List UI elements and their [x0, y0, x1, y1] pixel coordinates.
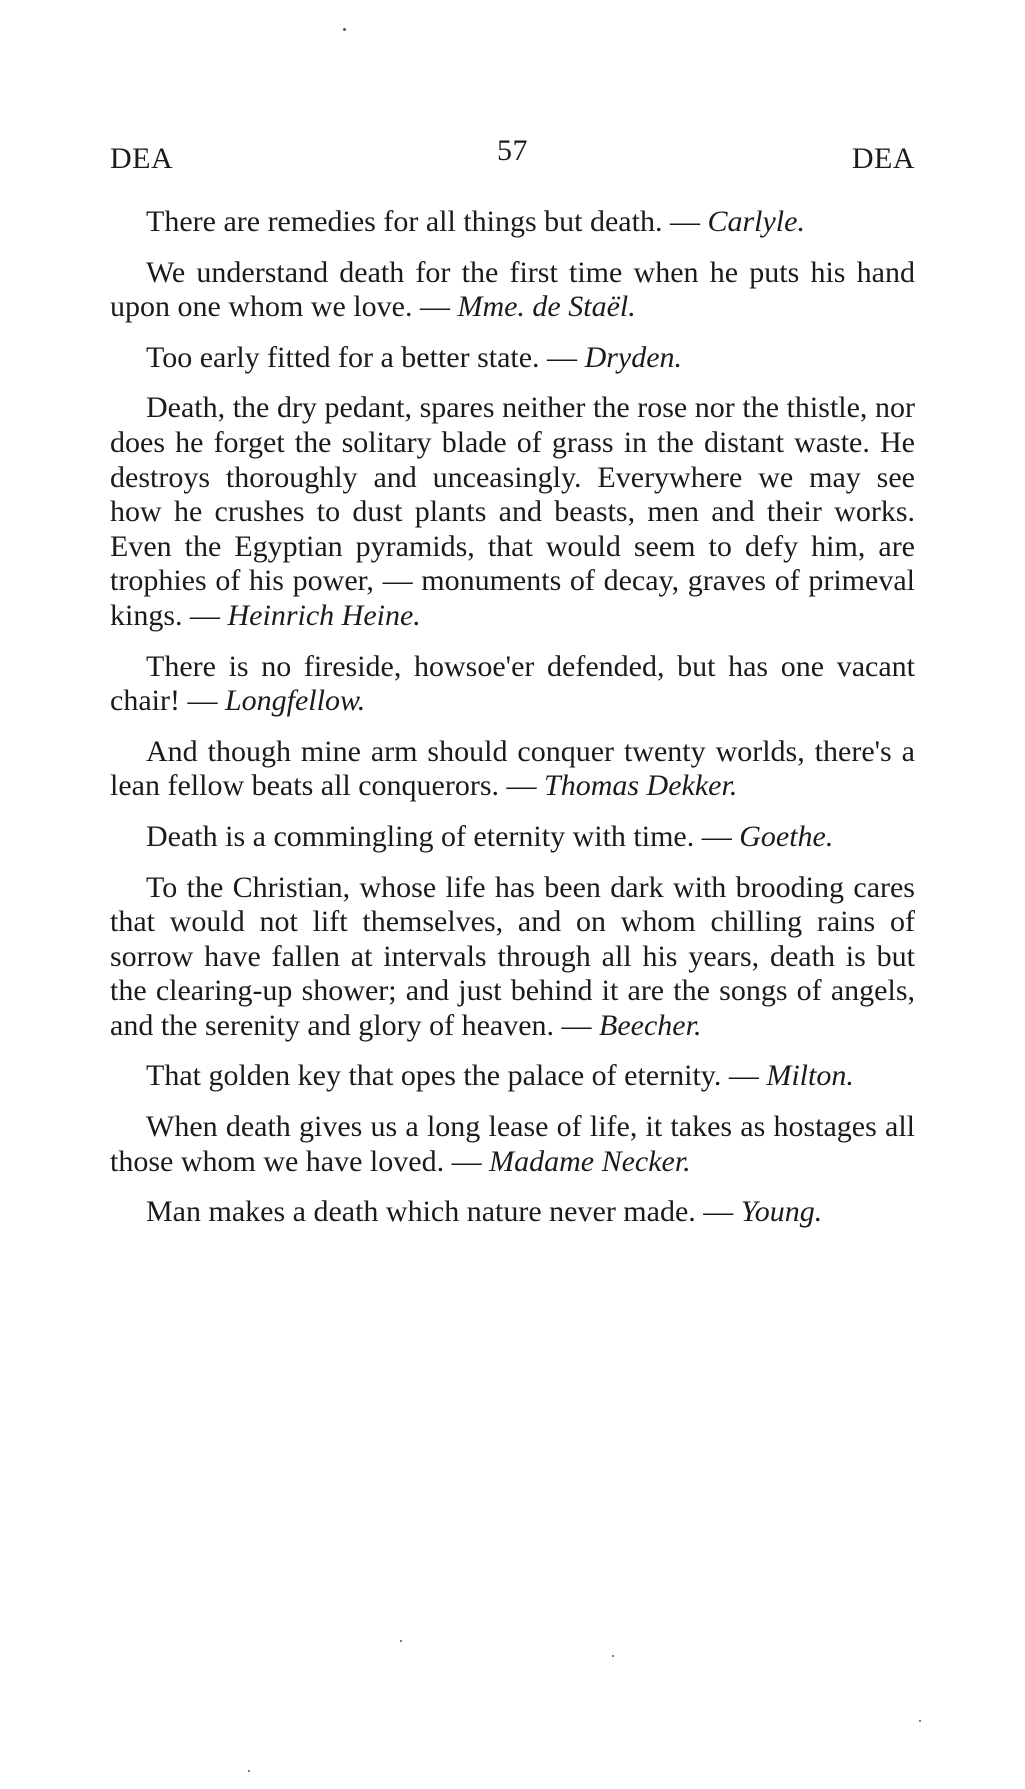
header-right-guideword: DEA — [851, 142, 915, 175]
quote-paragraph — [110, 871, 915, 1044]
quote-paragraph — [110, 341, 915, 376]
quote-text: Death is a commingling of eternity with time. — — [146, 819, 732, 853]
quote-text: We understand death for the first time when he puts his hand upon one whom we love. — — [110, 255, 915, 324]
quote-text: And though mine arm should conquer twenty worlds, there's a lean fellow beats all conquerors. — — [110, 734, 915, 803]
print-speck — [400, 1640, 402, 1642]
quote-paragraph — [110, 1195, 915, 1230]
book-page — [110, 0, 915, 1789]
quote-author: Goethe. — [739, 819, 834, 853]
quote-author: Carlyle. — [707, 205, 805, 238]
quote-text: When death gives us a long lease of life, it takes as hostages all those whom we have loved. — — [110, 1110, 915, 1178]
quotation-list — [110, 205, 915, 1246]
quote-author: Longfellow. — [224, 684, 366, 718]
print-speck — [343, 28, 346, 31]
quote-author: Thomas Dekker. — [544, 769, 738, 803]
print-speck — [919, 1720, 921, 1722]
quote-text: There is no fireside, howsoe'er defended, but has one vacant chair! — — [110, 649, 915, 718]
running-header — [110, 134, 915, 178]
quote-author: Milton. — [766, 1059, 854, 1093]
quote-author: Heinrich Heine. — [227, 598, 421, 632]
quote-author: Mme. de Staël. — [457, 290, 636, 324]
quote-paragraph — [110, 1059, 915, 1094]
quote-author: Madame Necker. — [489, 1144, 691, 1178]
page-number: 57 — [497, 134, 528, 167]
quote-author: Young. — [740, 1195, 823, 1229]
header-left-guideword: DEA — [110, 142, 174, 175]
quote-paragraph — [110, 1110, 915, 1179]
quote-text: That golden key that opes the palace of eternity. — — [146, 1059, 759, 1093]
quote-paragraph — [110, 256, 915, 325]
print-speck — [612, 1655, 614, 1657]
quote-paragraph — [110, 650, 915, 719]
quote-text: Too early fitted for a better state. — — [146, 340, 578, 374]
quote-text: Man makes a death which nature never made. — — [146, 1195, 734, 1229]
quote-paragraph — [110, 391, 915, 633]
quote-text: There are remedies for all things but death. — — [146, 205, 700, 238]
quote-text: To the Christian, whose life has been dark with brooding cares that would not lift themselves, and on whom chilling rains of sorrow have fallen at intervals through all his years, death is but the clearing-up shower; and just behind it are the songs of angels, and the serenity and glory of heaven. — — [110, 870, 915, 1042]
quote-author: Beecher. — [599, 1008, 702, 1042]
quote-paragraph — [110, 735, 915, 804]
quote-text: Death, the dry pedant, spares neither the rose nor the thistle, nor does he forget the solitary blade of grass in the distant waste. He destroys thoroughly and unceasingly. Everywhere we may see how he crushes to dust plants and beasts, men and their works. Even the Egyptian pyramids, that would seem to defy him, are trophies of his power, — monuments of decay, graves of primeval kings. — — [110, 391, 915, 632]
quote-paragraph — [110, 205, 915, 240]
quote-paragraph — [110, 820, 915, 855]
quote-author: Dryden. — [584, 340, 683, 374]
print-speck — [248, 1770, 250, 1772]
